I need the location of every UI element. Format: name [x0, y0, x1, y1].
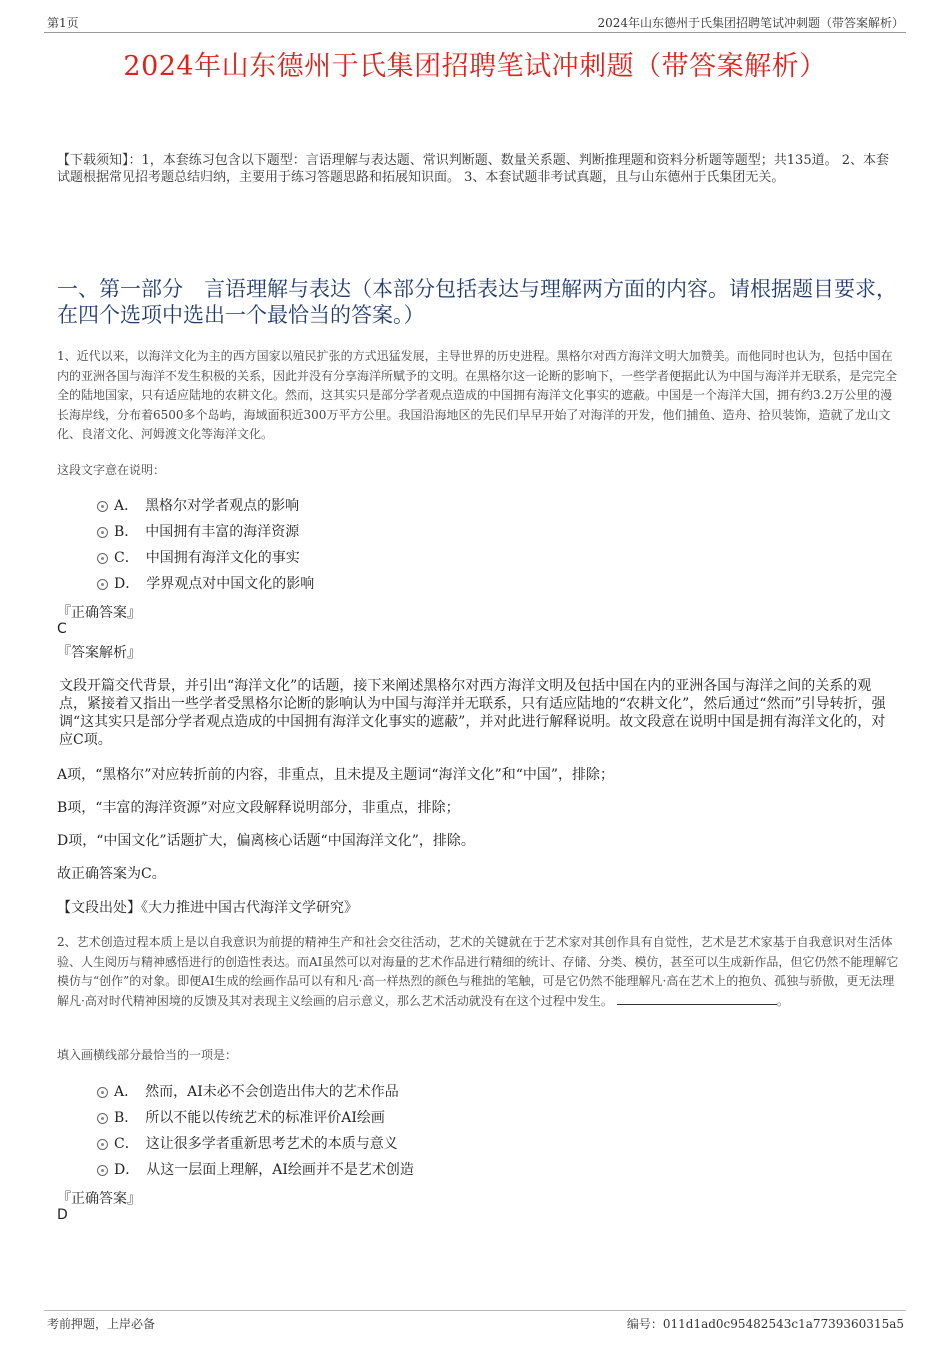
header-page-label: 第1页 — [47, 16, 79, 30]
radio-icon[interactable] — [97, 1113, 108, 1124]
question-2-option-b[interactable]: B． 所以不能以传统艺术的标准评价AI绘画 — [114, 1108, 385, 1128]
question-1-option-d[interactable]: D． 学界观点对中国文化的影响 — [114, 574, 314, 594]
question-1-option-c[interactable]: C． 中国拥有海洋文化的事实 — [114, 548, 300, 568]
question-2-text: 2、艺术创造过程本质上是以自我意识为前提的精神生产和社会交往活动，艺术的关键就在于艺术家对其创作具有自觉性，艺术是艺术家基于自我意识对生活体验、人生阅历与精神感悟进行的创造性表达。而AI虽然可以对海量的艺术作品进行精细的统计、存储、分类、模仿，甚至可以生成新作品，但它仍然不能理解它模仿与“创作”的对象。即便AI生成的绘画作品可以有和凡·高一样热烈的颜色与稚拙的笔触，可是它仍然不能理解凡·高在艺术上的抱负、孤独与骄傲，更无法理解凡·高对时代精神困境的反馈及其对表现主义绘画的启示意义，那么艺术活动就没有在这个过程中发生。 。 — [57, 935, 899, 1008]
page-title: 2024年山东德州于氏集团招聘笔试冲刺题（带答案解析） — [123, 51, 827, 82]
download-notice: 【下载须知】：1，本套练习包含以下题型：言语理解与表达题、常识判断题、数量关系题、判断推理题和资料分析题等题型；共135道。 2、本套试题根据常见招考题总结归纳，主要用于练习答题思路和拓展知识面。 3、本套试题非考试真题，且与山东德州于氏集团无关。 — [57, 153, 889, 185]
radio-icon[interactable] — [97, 501, 108, 512]
radio-icon[interactable] — [97, 1165, 108, 1176]
question-2-option-a[interactable]: A． 然而，AI未必不会创造出伟大的艺术作品 — [114, 1082, 399, 1102]
question-1-analysis-main: 文段开篇交代背景，并引出“海洋文化”的话题，接下来阐述黑格尔对西方海洋文明及包括中国在内的亚洲各国与海洋之间的关系的观点，紧接着又指出一些学者受黑格尔论断的影响认为中国与海洋并无联系，只有适应陆地的“农耕文化”，然后通过“然而”引导转折，强调“这其实只是部分学者观点造成的中国拥有海洋文化事实的遮蔽”，并对此进行解释说明。故文段意在说明中国是拥有海洋文化的，对应C项。 — [59, 678, 886, 748]
question-1-conclusion: 故正确答案为C。 — [57, 866, 166, 882]
question-1-text: 1、近代以来，以海洋文化为主的西方国家以殖民扩张的方式迅猛发展，主导世界的历史进程。黑格尔对西方海洋文明大加赞美。而他同时也认为，包括中国在内的亚洲各国与海洋不发生积极的关系，因此并没有分享海洋所赋予的文明。在黑格尔这一论断的影响下，一些学者便据此认为中国与海洋并无联系，是完完全全的陆地国家，只有适应陆地的农耕文化。然而，这其实只是部分学者观点造成的中国拥有海洋文化事实的遮蔽。中国是一个海洋大国，拥有约3.2万公里的漫长海岸线，分布着6500多个岛屿，海域面积近300万平方公里。我国沿海地区的先民们早早开始了对海洋的开发，他们捕鱼、造舟、拾贝装饰，造就了龙山文化、良渚文化、河姆渡文化等海洋文化。 — [57, 349, 898, 441]
question-2-option-c[interactable]: C． 这让很多学者重新思考艺术的本质与意义 — [114, 1134, 398, 1154]
radio-icon[interactable] — [97, 553, 108, 564]
answer-blank — [617, 992, 777, 1005]
question-2-option-d[interactable]: D． 从这一层面上理解，AI绘画并不是艺术创造 — [114, 1160, 414, 1180]
question-1-analysis-b: B项，“丰富的海洋资源”对应文段解释说明部分，非重点，排除； — [57, 800, 460, 816]
radio-icon[interactable] — [97, 1087, 108, 1098]
footer-slogan: 考前押题，上岸必备 — [47, 1317, 156, 1331]
question-1-option-b[interactable]: B． 中国拥有丰富的海洋资源 — [114, 522, 299, 542]
radio-icon[interactable] — [97, 527, 108, 538]
question-1-source: 【文段出处】《大力推进中国古代海洋文学研究》 — [57, 900, 358, 916]
question-1-prompt: 这段文字意在说明： — [57, 463, 166, 477]
question-2-answer: D — [57, 1207, 68, 1223]
question-1-analysis-a: A项，“黑格尔”对应转折前的内容，非重点，且未提及主题词“海洋文化”和“中国”，排除； — [57, 767, 615, 783]
question-1-analysis-d: D项，“中国文化”话题扩大，偏离核心话题“中国海洋文化”，排除。 — [57, 833, 475, 849]
section-heading: 一、第一部分 言语理解与表达（本部分包括表达与理解两方面的内容。请根据题目要求，在四个选项中选出一个最恰当的答案。） — [57, 277, 897, 327]
question-1-answer: C — [57, 621, 67, 637]
question-1-option-a[interactable]: A． 黑格尔对学者观点的影响 — [114, 496, 299, 516]
header-doc-title: 2024年山东德州于氏集团招聘笔试冲刺题（带答案解析） — [597, 16, 904, 30]
question-2-prompt: 填入画横线部分最恰当的一项是： — [57, 1048, 238, 1062]
radio-icon[interactable] — [97, 1139, 108, 1150]
question-1-answer-tag: 『正确答案』 — [57, 605, 141, 621]
footer-divider — [44, 1310, 906, 1311]
header-divider — [44, 32, 906, 33]
question-1-analysis-tag: 『答案解析』 — [57, 645, 141, 661]
radio-icon[interactable] — [97, 579, 108, 590]
footer-doc-id: 编号：011d1ad0c95482543c1a7739360315a5 — [626, 1317, 904, 1331]
question-2-answer-tag: 『正确答案』 — [57, 1191, 141, 1207]
